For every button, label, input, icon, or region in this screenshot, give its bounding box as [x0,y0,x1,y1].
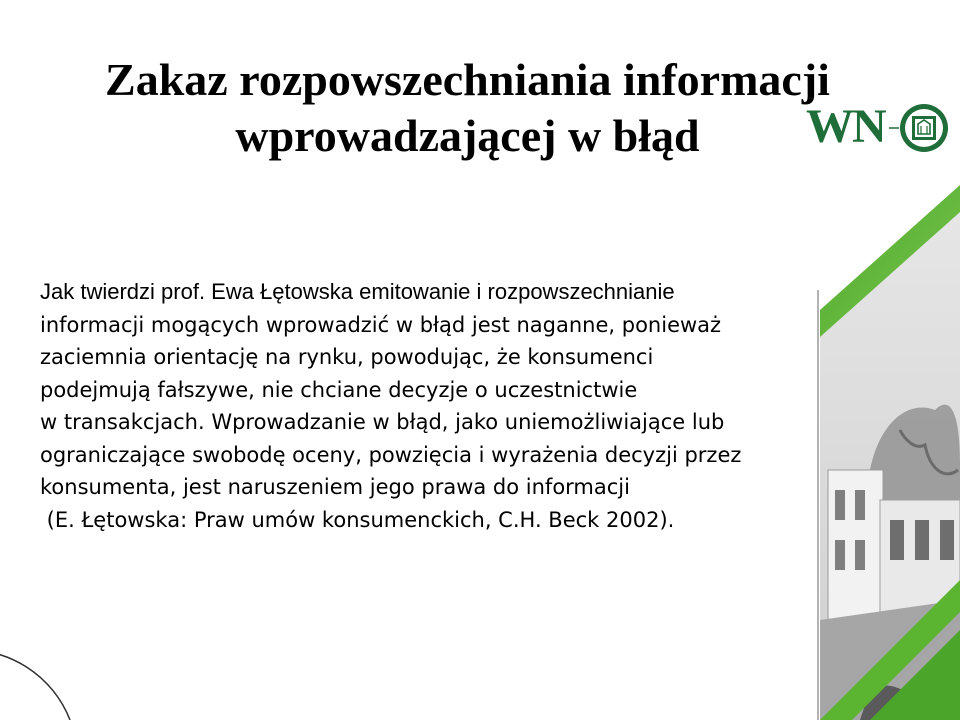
body-line-6: ograniczające swobodę oceny, powzięcia i wyrażenia decyzji przez [40,442,742,467]
body-line-4: podejmują fałszywe, nie chciane decyzje o uczestnictwie [40,377,638,402]
body-line-7: konsumenta, jest naruszeniem jego prawa do informacji [40,475,630,499]
title-line-2: wprowadzającej w błąd [235,110,700,161]
slide-title [0,52,935,164]
logo-text: WN [806,100,885,153]
citation-line: (E. Łętowska: Praw umów konsumenckich, C.H. Beck 2002). [40,507,675,532]
circle-outline-decoration [0,650,70,720]
body-line-5: w transakcjach. Wprowadzanie w błąd, jako uniemożliwiające lub [40,410,725,434]
body-line-3: zaciemnia orientację na rynku, powodując, że konsumenci [40,345,654,369]
body-paragraph [40,276,820,536]
body-line-2: informacji mogących wprowadzić w błąd jest naganne, ponieważ [40,312,722,337]
title-line-1: Zakaz rozpowszechniania informacji [105,54,830,105]
wno-logo [806,100,956,156]
circle-seal-icon [900,104,948,152]
body-line-1: Jak twierdzi prof. Ewa Łętowska emitowanie i rozpowszechnianie [40,279,675,304]
